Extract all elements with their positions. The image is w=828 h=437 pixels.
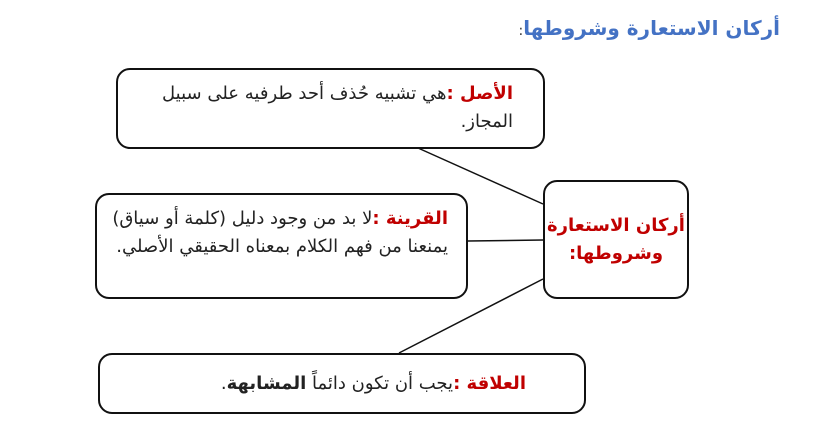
origin-text: هي تشبيه حُذف أحد طرفيه على سبيل المجاز.: [162, 83, 513, 132]
central-concept-box: [543, 180, 689, 299]
page-title-text: أركان الاستعارة وشروطها: [523, 16, 780, 40]
relation-bold-word: المشابهة: [226, 373, 307, 394]
context-term: القرينة :: [372, 208, 448, 229]
connector-context: [468, 240, 543, 241]
origin-box: [116, 68, 545, 149]
context-box: [95, 193, 468, 299]
relation-end: .: [220, 373, 227, 394]
context-text: لا بد من وجود دليل (كلمة أو سياق) يمنعنا من فهم الكلام بمعناه الحقيقي الأصلي.: [112, 208, 448, 257]
central-concept-label: أركان الاستعارة وشروطها:: [547, 214, 685, 264]
relation-term: العلاقة :: [453, 373, 526, 394]
relation-text: يجب أن تكون دائماً: [306, 373, 454, 394]
origin-term: الأصل :: [446, 83, 513, 104]
relation-box: [98, 353, 586, 414]
page-title-colon: :: [518, 23, 524, 39]
